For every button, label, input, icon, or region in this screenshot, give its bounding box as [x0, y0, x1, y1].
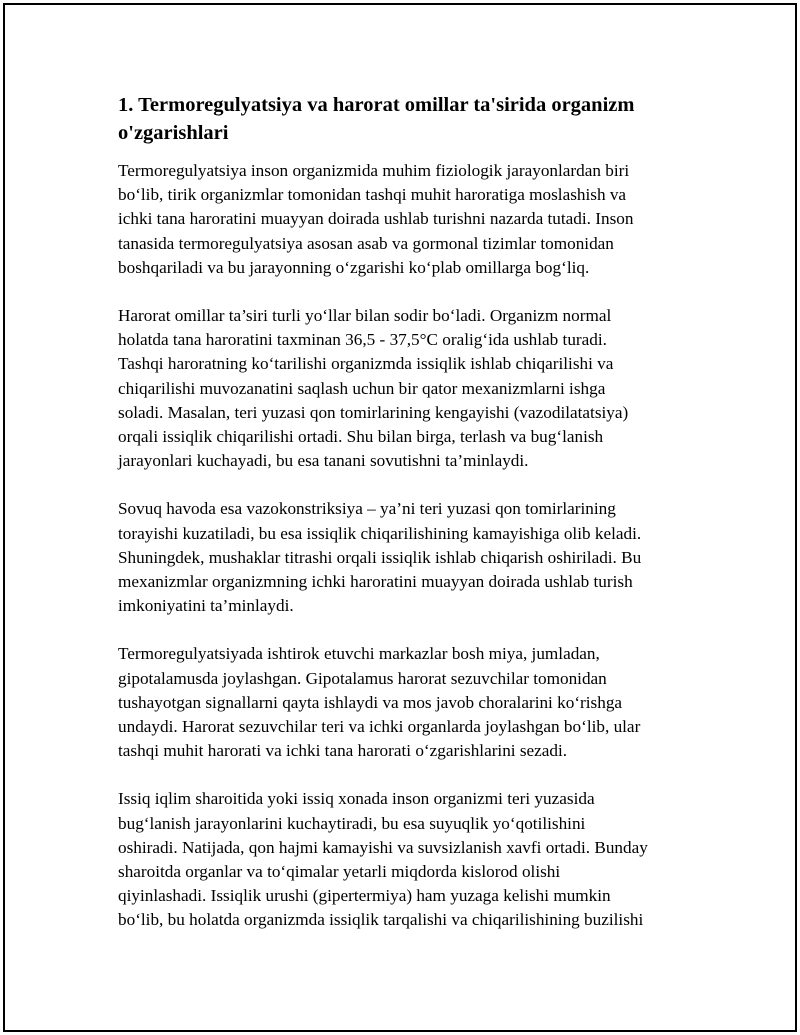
text-line: Shuningdek, mushaklar titrashi orqali issiqlik ishlab chiqarish oshiriladi. Bu — [118, 547, 642, 567]
text-line: torayishi kuzatiladi, bu esa issiqlik chiqarilishining kamayishiga olib keladi. — [118, 523, 642, 543]
text-line: imkoniyatini ta’minlaydi. — [118, 596, 294, 616]
text-line: tushayotgan signallarni qayta ishlaydi va mos javob choralarini ko‘rishga — [118, 692, 623, 712]
section-heading — [118, 91, 690, 147]
text-line: jarayonlari kuchayadi, bu esa tanani sovutishni ta’minlaydi. — [118, 451, 529, 471]
heading-line: 1. Termoregulyatsiya va harorat omillar ta'sirida organizm — [118, 94, 635, 116]
heading-line: o'zgarishlari — [118, 122, 229, 144]
text-line: mexanizmlar organizmning ichki haroratini muayyan doirada ushlab turish — [118, 572, 633, 592]
text-line: tashqi muhit harorati va ichki tana harorati o‘zgarishlarini sezadi. — [118, 741, 568, 761]
text-line: boshqariladi va bu jarayonning o‘zgarishi ko‘plab omillarga bog‘liq. — [118, 257, 590, 277]
text-line: undaydi. Harorat sezuvchilar teri va ichki organlarda joylashgan bo‘lib, ular — [118, 717, 641, 737]
text-line: qiyinlashadi. Issiqlik urushi (gipertermiya) ham yuzaga kelishi mumkin — [118, 886, 611, 906]
paragraph-intro — [118, 159, 690, 280]
paragraph-hypothalamus — [118, 642, 690, 763]
paragraph-hot-climate — [118, 787, 690, 932]
text-line: ichki tana haroratini muayyan doirada ushlab turishni nazarda tutadi. Inson — [118, 209, 634, 229]
text-line: sharoitda organlar va to‘qimalar yetarli miqdorda kislorod olishi — [118, 862, 561, 882]
document-body — [118, 91, 690, 957]
text-line: tanasida termoregulyatsiya asosan asab va gormonal tizimlar tomonidan — [118, 233, 614, 253]
text-line: holatda tana haroratini taxminan 36,5 - 37,5°C oralig‘ida ushlab turadi. — [118, 330, 607, 350]
text-line: oshiradi. Natijada, qon hajmi kamayishi va suvsizlanish xavfi ortadi. Bunday — [118, 837, 648, 857]
text-line: Tashqi haroratning ko‘tarilishi organizmda issiqlik ishlab chiqarilishi va — [118, 354, 614, 374]
paragraph-cold-weather — [118, 497, 690, 618]
text-line: bo‘lib, tirik organizmlar tomonidan tashqi muhit haroratiga moslashish va — [118, 185, 627, 205]
text-line: chiqarilishi muvozanatini saqlash uchun bir qator mexanizmlarni ishga — [118, 378, 606, 398]
text-line: gipotalamusda joylashgan. Gipotalamus harorat sezuvchilar tomonidan — [118, 668, 607, 688]
text-line: orqali issiqlik chiqarilishi ortadi. Shu bilan birga, terlash va bug‘lanish — [118, 427, 604, 447]
text-line: Harorat omillar ta’siri turli yo‘llar bilan sodir bo‘ladi. Organizm normal — [118, 306, 612, 326]
text-line: Termoregulyatsiya inson organizmida muhim fiziologik jarayonlardan biri — [118, 161, 630, 180]
text-line: Sovuq havoda esa vazokonstriksiya – ya’ni teri yuzasi qon tomirlarining — [118, 499, 616, 519]
paragraph-heat-factors — [118, 304, 690, 473]
text-line: Issiq iqlim sharoitida yoki issiq xonada inson organizmi teri yuzasida — [118, 789, 595, 809]
text-line: soladi. Masalan, teri yuzasi qon tomirlarining kengayishi (vazodilatatsiya) — [118, 402, 629, 422]
text-line: Termoregulyatsiyada ishtirok etuvchi markazlar bosh miya, jumladan, — [118, 644, 600, 664]
text-line: bo‘lib, bu holatda organizmda issiqlik tarqalishi va chiqarilishining buzilishi — [118, 910, 644, 930]
text-line: bug‘lanish jarayonlarini kuchaytiradi, bu esa suyuqlik yo‘qotilishini — [118, 813, 586, 833]
